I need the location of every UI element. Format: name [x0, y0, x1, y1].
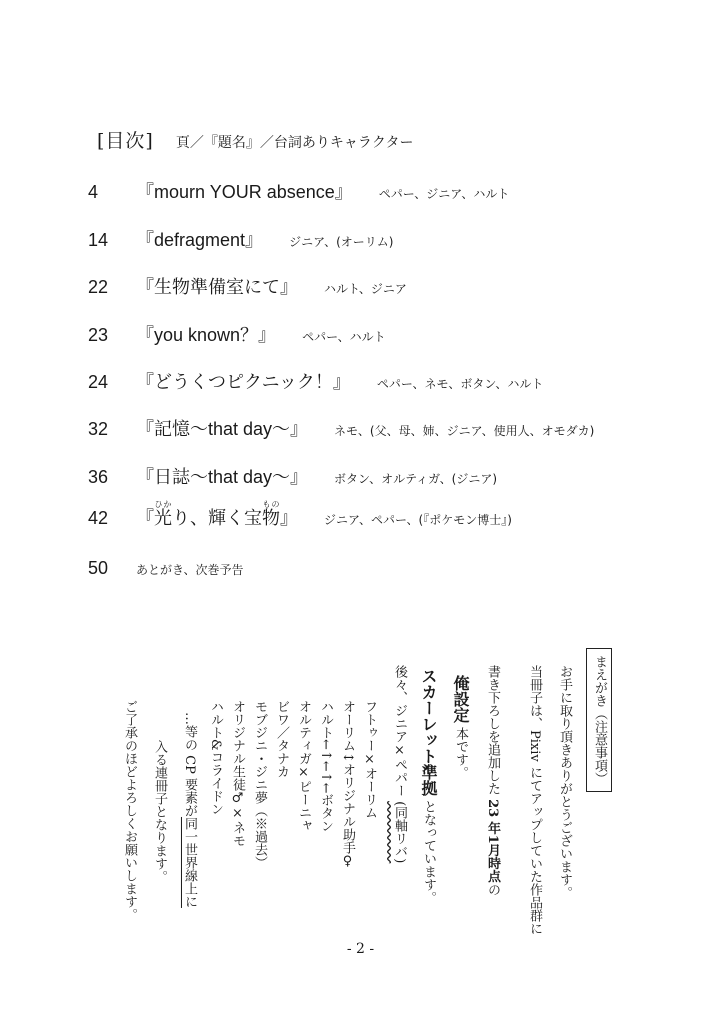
toc-page: 42: [88, 508, 109, 528]
preface-line-4: [452, 675, 468, 779]
toc-title-text: 『記憶〜that day〜』: [136, 419, 309, 439]
toc-page: 36: [88, 467, 109, 487]
toc-header: [97, 126, 414, 156]
cp-item: オリジナル生徒♂×ネモ: [230, 700, 245, 847]
cp-item: ハルト←↑←↑←ボタン: [318, 700, 333, 833]
toc-title-text: 『mourn YOUR absence』: [136, 182, 353, 202]
preface-line-6: [391, 665, 407, 863]
toc-row: [88, 178, 509, 204]
toc-characters: ネモ、(父、母、姉、ジニア、使用人、オモダカ): [334, 424, 595, 438]
toc-page: 24: [88, 372, 109, 392]
toc-title: [目次]: [97, 130, 154, 152]
toc-characters: ジニア、(オーリム): [289, 235, 394, 249]
toc-characters: ペパー、ネモ、ボタン、ハルト: [376, 377, 544, 391]
toc-title-text: 『生物準備室にて』: [136, 277, 298, 297]
toc-characters: ペパー、ハルト: [302, 330, 386, 344]
toc-title-text: 『日誌〜that day〜』: [136, 467, 309, 487]
ruby-base-mono: 物: [262, 508, 280, 528]
preface-line-15b: 同一世界線上に: [182, 816, 197, 908]
title-bracket-close: 』: [280, 508, 298, 528]
cp-item: フトゥー×オーリム: [362, 700, 377, 819]
title-middle: り、輝く宝: [172, 508, 262, 528]
ruby-base-hikari: 光: [154, 508, 172, 528]
page-number: - 2 -: [346, 941, 375, 957]
toc-characters: ハルト、ジニア: [324, 282, 407, 296]
toc-characters: ジニア、ペパー、(『ポケモン博士』): [324, 513, 512, 527]
preface-line-4a: 俺設定: [451, 675, 470, 723]
preface-line-5b: となっています。: [421, 796, 436, 905]
ruby-text-mono: もの: [262, 500, 280, 509]
preface-line-15a: …等の CP 要素が: [182, 712, 197, 817]
toc-row: [88, 321, 386, 347]
toc-page: 32: [88, 419, 109, 439]
ruby-text-hikari: ひか: [154, 500, 172, 509]
preface-line-2: 当冊子は、Pixiv にてアップしていた作品群に: [527, 665, 542, 935]
toc-row: [88, 500, 512, 530]
title-bracket-open: 『: [136, 508, 154, 528]
toc-title-text: 『you known？』: [136, 325, 277, 345]
toc-title-text: 『defragment』: [136, 230, 264, 250]
preface-line-17: ご了承のほどよろしくお願いします。: [122, 700, 137, 921]
preface-line-6b: (同軸リバ): [392, 801, 407, 864]
toc-title-text: 『どうくつピクニック！』: [136, 372, 351, 392]
preface-line-3c: の: [485, 882, 500, 896]
toc-row: [88, 368, 543, 394]
ruby-mono: [262, 500, 280, 528]
preface-line-16: 入る連冊子となります。: [152, 740, 167, 883]
toc-characters: ペパー、ジニア、ハルト: [378, 187, 510, 201]
toc-page: 14: [88, 230, 109, 250]
toc-page: 22: [88, 277, 109, 297]
toc-title-text: [136, 500, 298, 530]
toc-row: [88, 273, 407, 299]
cp-item: ビワ／タナカ: [274, 700, 289, 778]
preface-heading: まえがき（注意事項）: [586, 648, 612, 792]
cp-item: ハルト&コライドン: [208, 700, 223, 816]
toc-row: [88, 226, 393, 252]
cp-item: モブジニ・ジニ夢（※過去）: [252, 700, 267, 869]
cp-item: オーリム↕オリジナル助手♀: [340, 700, 355, 869]
toc-row: [88, 415, 594, 441]
toc-columns: 頁／『題名』／台詞ありキャラクター: [175, 135, 414, 151]
preface-line-15: [181, 712, 197, 908]
preface-line-3: [484, 665, 500, 896]
toc-characters: ボタン、オルティガ、(ジニア): [334, 472, 498, 486]
toc-characters: あとがき、次巻予告: [136, 563, 244, 577]
preface-line-3b: 23 年1月時点: [485, 799, 500, 883]
toc-page: 4: [88, 182, 99, 202]
toc-row: [88, 463, 497, 489]
toc-row: [88, 558, 244, 579]
preface-line-5a: スカーレット準拠: [419, 668, 438, 796]
ruby-hikari: [154, 500, 172, 528]
preface-line-5: [420, 668, 436, 904]
preface-line-3a: 書き下ろしを追加した: [485, 665, 500, 800]
preface-line-4b: 本です。: [453, 723, 468, 780]
preface-line-6a: 後々、ジニア×ペパー: [392, 665, 407, 802]
preface-line-1: お手に取り頂きありがとうございます。: [557, 665, 572, 899]
toc-page: 23: [88, 325, 109, 345]
cp-item: オルティガ×ピーニャ: [296, 700, 311, 832]
toc-page: 50: [88, 558, 109, 578]
